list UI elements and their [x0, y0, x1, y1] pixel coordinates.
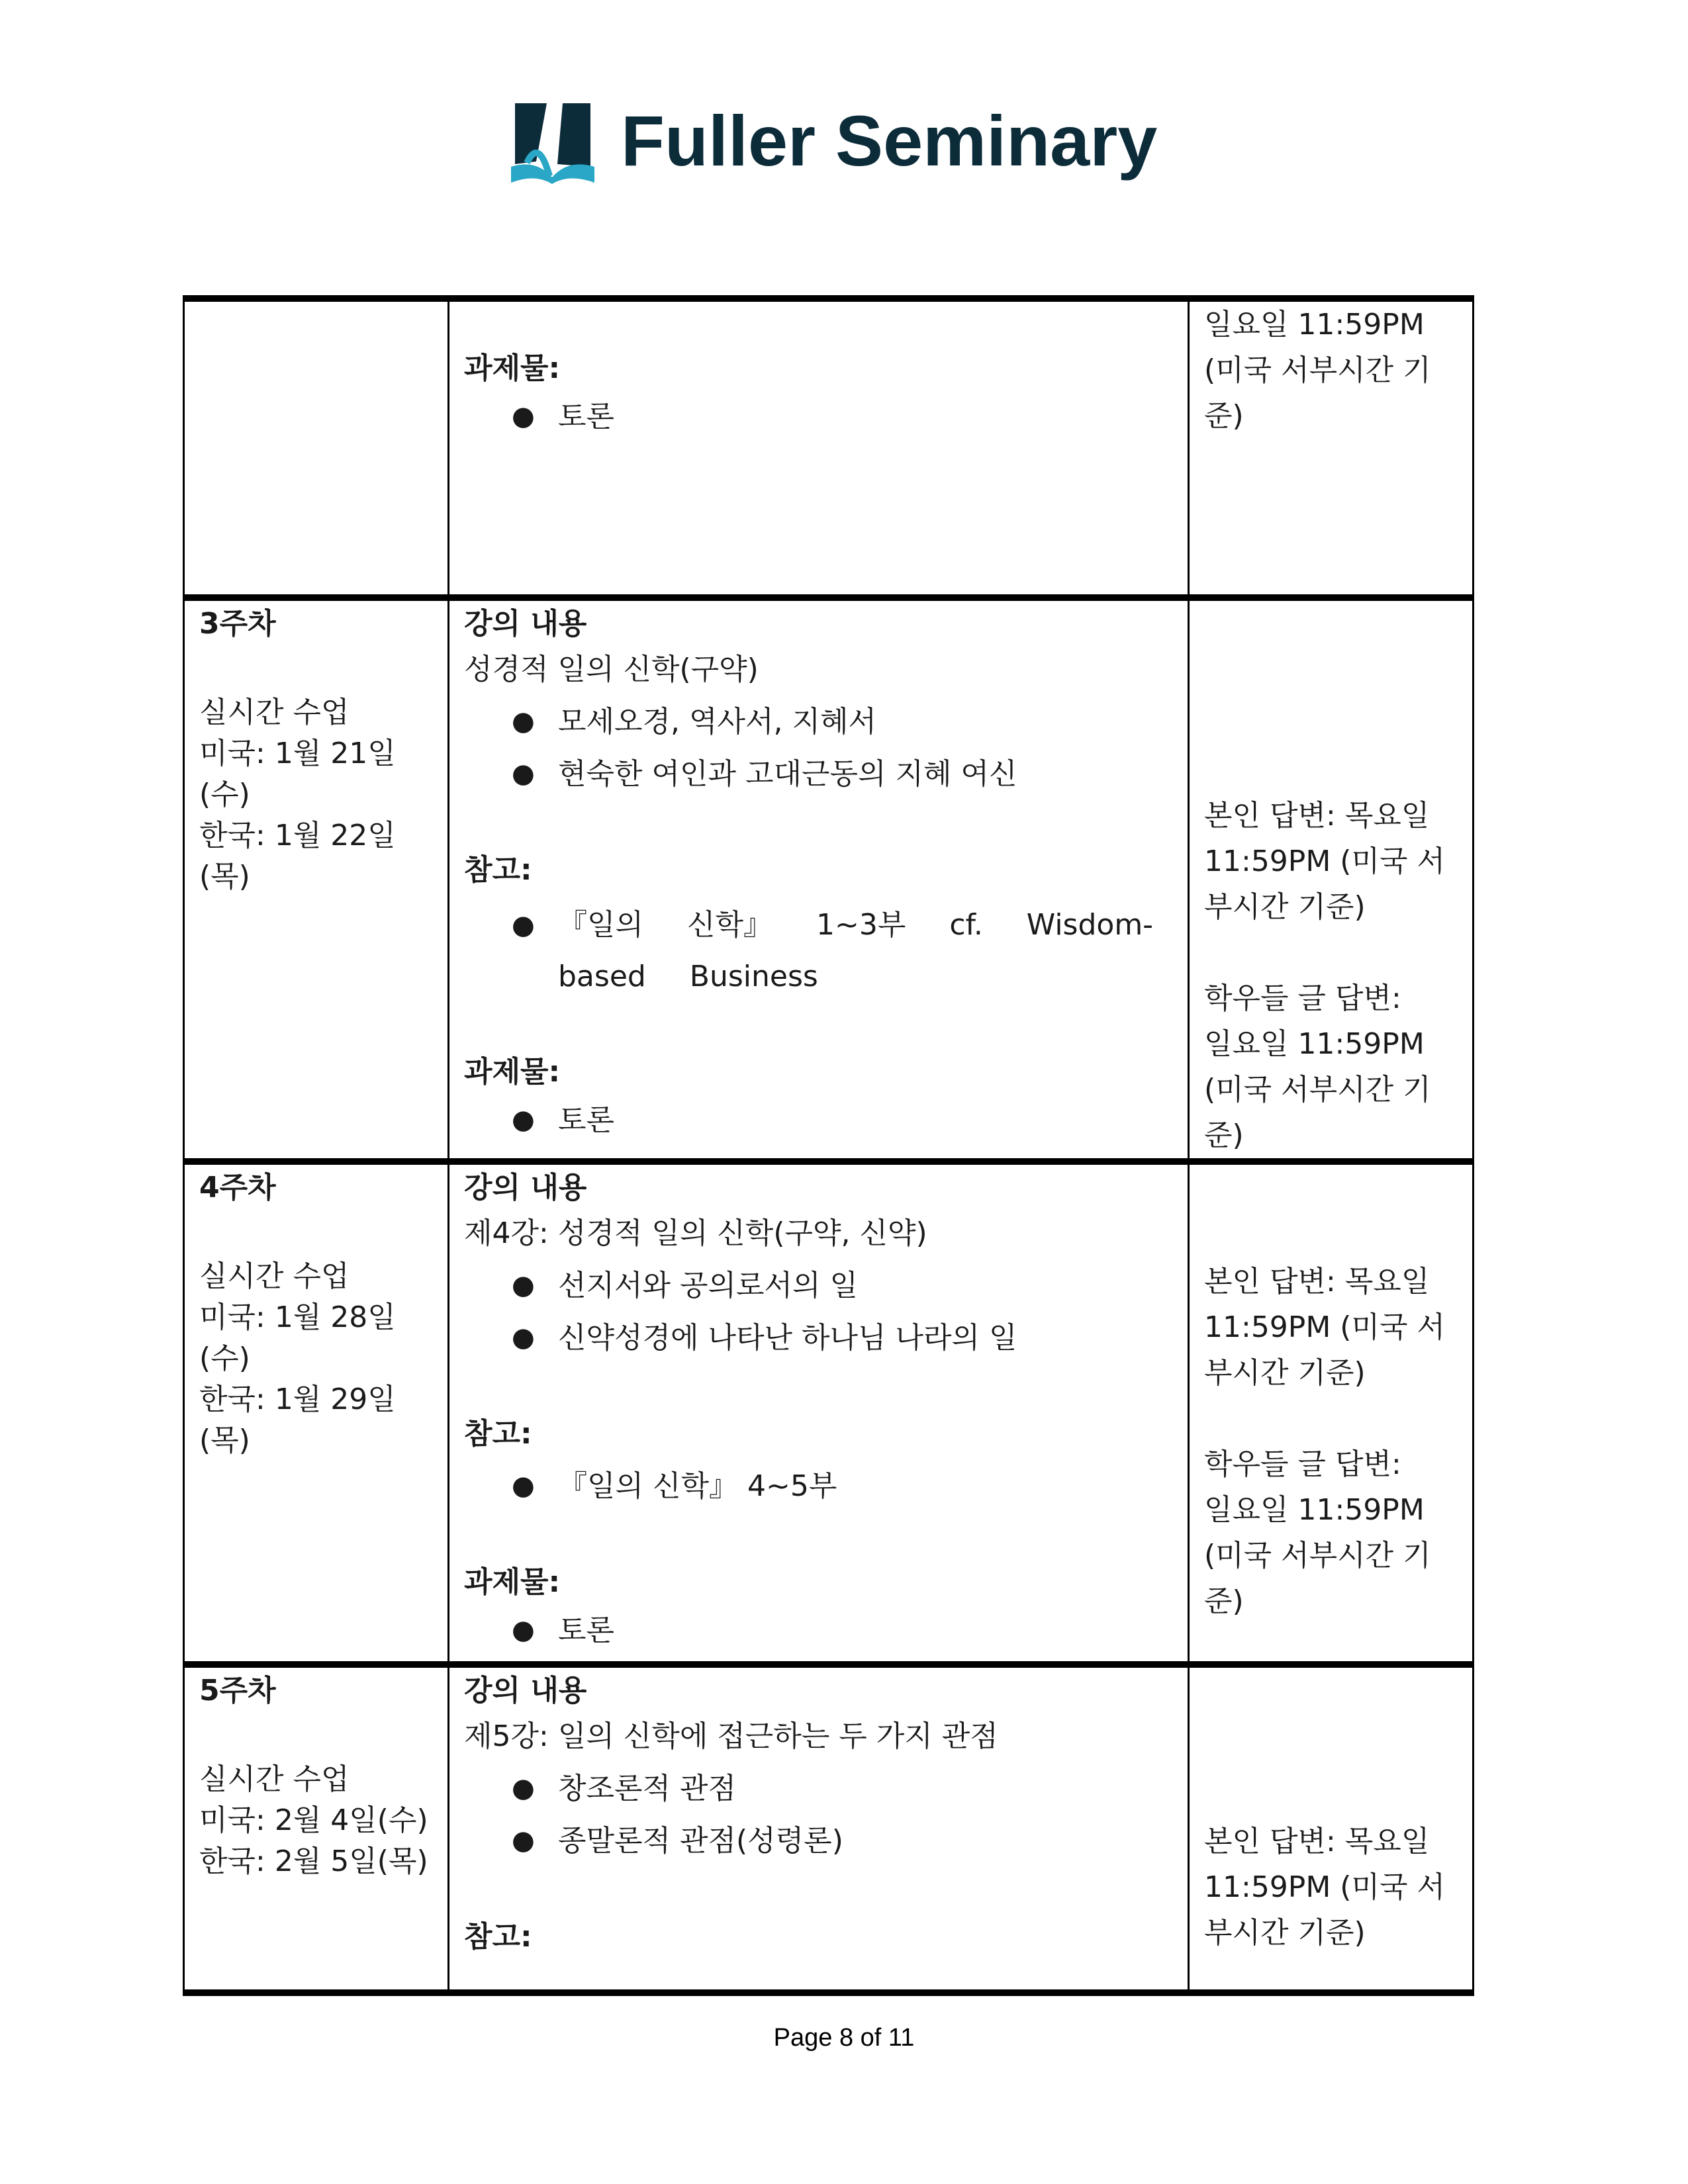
content-cell — [449, 598, 1189, 1161]
due-peer-value: 일요일 11:59PM (미국 서부시간 기준) — [1204, 1027, 1431, 1152]
session-type: 실시간 수업 — [199, 1259, 350, 1293]
session-type: 실시간 수업 — [199, 1762, 350, 1796]
date-kr: 한국: 2월 5일(목) — [199, 1844, 428, 1878]
content-label: 강의 내용 — [464, 1674, 587, 1707]
topic-list — [464, 1766, 1173, 1864]
date-kr: 한국: 1월 22일(목) — [199, 819, 396, 893]
topic-list — [464, 1263, 1173, 1361]
table-row — [184, 1664, 1474, 1993]
content-cell — [449, 298, 1189, 598]
week-cell — [184, 1664, 449, 1993]
due-peer-label: 학우들 글 답변: — [1204, 1447, 1401, 1481]
list-item: ● 창조론적 관점 — [512, 1766, 1173, 1811]
date-us: 미국: 1월 21일(수) — [199, 737, 396, 811]
content-label: 강의 내용 — [464, 1171, 587, 1205]
fuller-logo — [510, 98, 1157, 184]
table-row — [184, 598, 1474, 1161]
week-label: 4주차 — [199, 1171, 276, 1205]
due-peer-value: 일요일 11:59PM (미국 서부시간 기준) — [1204, 1493, 1431, 1618]
table-row — [184, 298, 1474, 598]
due-peer-label: 학우들 글 답변: — [1204, 981, 1401, 1015]
due-cell — [1189, 298, 1474, 598]
assignment-list — [464, 1097, 1173, 1143]
week-cell — [184, 298, 449, 598]
session-type: 실시간 수업 — [199, 696, 350, 729]
list-item — [512, 899, 1173, 1003]
assignment-label: 과제물: — [464, 1055, 561, 1089]
assignment-list — [464, 1608, 1173, 1653]
topic-list — [464, 699, 1173, 797]
page-number: Page 8 of 11 — [773, 2024, 915, 2052]
due-cell — [1189, 598, 1474, 1161]
book-logo-icon — [510, 98, 596, 184]
reference-text: 『일의 신학』 1~3부 cf. Wisdom-based Business — [558, 908, 1154, 993]
week-label: 5주차 — [199, 1674, 276, 1707]
list-item: ● 토론 — [512, 394, 1173, 439]
due-reply: 본인 답변: 목요일 11:59PM (미국 서부시간 기준) — [1204, 1825, 1445, 1950]
assignment-list — [464, 394, 1173, 439]
lecture-topic: 제5강: 일의 신학에 접근하는 두 가지 관점 — [464, 1719, 998, 1753]
due-cell — [1189, 1664, 1474, 1993]
content-label: 강의 내용 — [464, 607, 587, 641]
date-us: 미국: 2월 4일(수) — [199, 1803, 428, 1837]
date-kr: 한국: 1월 29일(목) — [199, 1383, 396, 1457]
list-item: ● 신약성경에 나타난 하나님 나라의 일 — [512, 1315, 1173, 1361]
date-us: 미국: 1월 28일(수) — [199, 1300, 396, 1375]
due-cell — [1189, 1161, 1474, 1664]
content-cell — [449, 1664, 1189, 1993]
reference-list — [464, 1463, 1173, 1509]
reference-label: 참고: — [464, 1920, 532, 1954]
list-item: ● 현숙한 여인과 고대근동의 지혜 여신 — [512, 751, 1173, 797]
list-item: ● 『일의 신학』 4~5부 — [512, 1463, 1173, 1509]
due-reply: 본인 답변: 목요일 11:59PM (미국 서부시간 기준) — [1204, 799, 1445, 924]
reference-label: 참고: — [464, 853, 532, 887]
due-peer-value: 일요일 11:59PM (미국 서부시간 기준) — [1204, 308, 1431, 433]
content-cell — [449, 1161, 1189, 1664]
week-label: 3주차 — [199, 607, 276, 641]
week-cell — [184, 1161, 449, 1664]
lecture-topic: 성경적 일의 신학(구약) — [464, 653, 759, 686]
list-item: ● 토론 — [512, 1097, 1173, 1143]
reference-list — [464, 899, 1173, 1003]
list-item: ● 모세오경, 역사서, 지혜서 — [512, 699, 1173, 745]
due-reply: 본인 답변: 목요일 11:59PM (미국 서부시간 기준) — [1204, 1265, 1445, 1390]
list-item: ● 종말론적 관점(성령론) — [512, 1818, 1173, 1864]
list-item: ● 선지서와 공의로서의 일 — [512, 1263, 1173, 1308]
assignment-label: 과제물: — [464, 1565, 561, 1599]
table-row — [184, 1161, 1474, 1664]
assignment-label: 과제물: — [464, 351, 561, 385]
course-schedule-table — [183, 295, 1474, 1996]
reference-label: 참고: — [464, 1417, 532, 1451]
logo-text: Fuller Seminary — [621, 101, 1158, 181]
lecture-topic: 제4강: 성경적 일의 신학(구약, 신약) — [464, 1216, 927, 1250]
week-cell — [184, 598, 449, 1161]
list-item: ● 토론 — [512, 1608, 1173, 1653]
